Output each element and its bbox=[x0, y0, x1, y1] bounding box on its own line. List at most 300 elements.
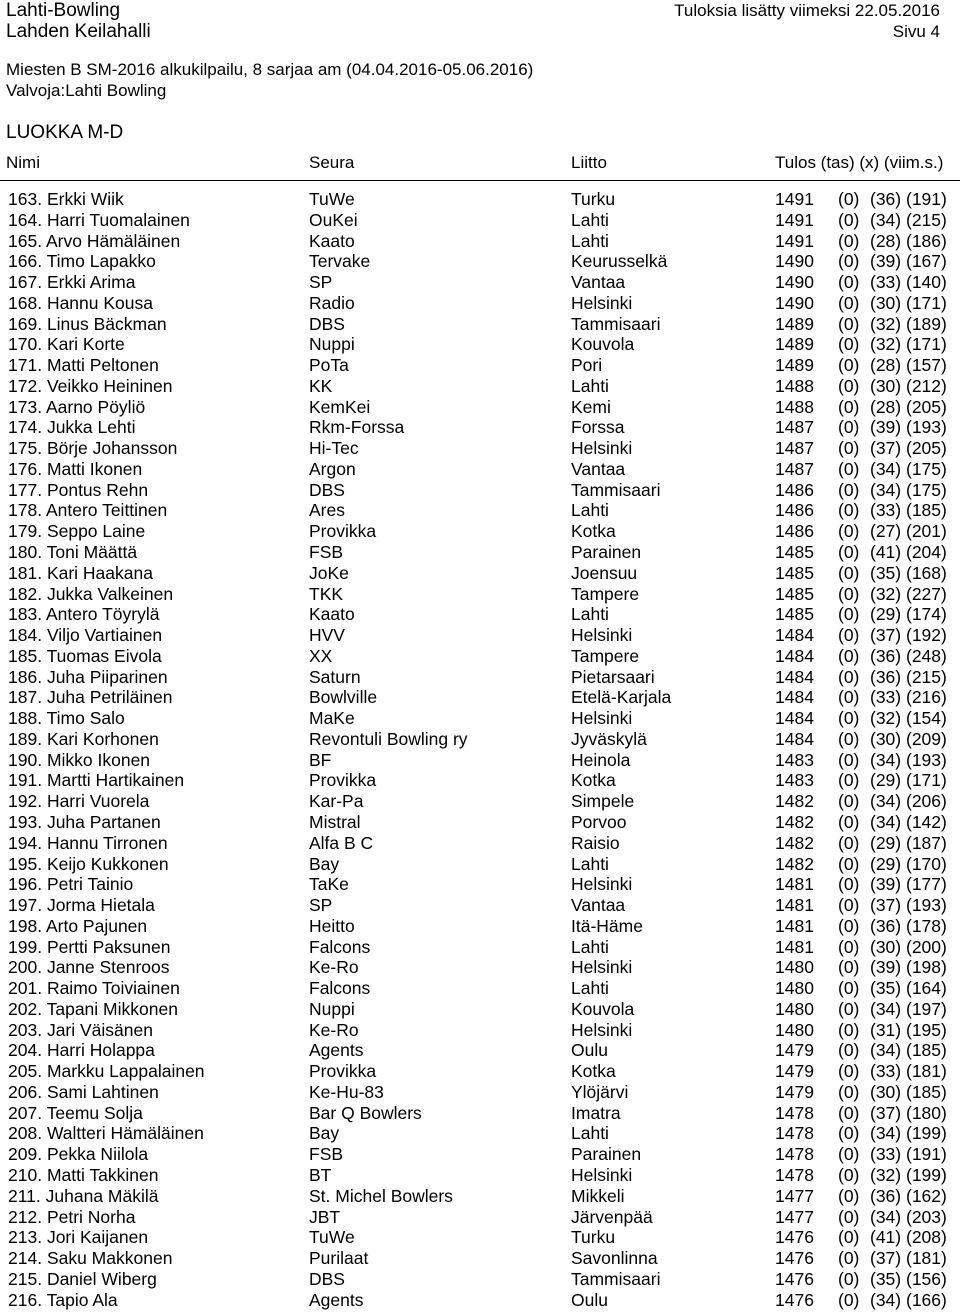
cell-player-name: Timo Salo bbox=[46, 708, 125, 729]
cell-name bbox=[8, 978, 180, 999]
cell-name bbox=[8, 1040, 155, 1061]
cell-club: Provikka bbox=[309, 770, 377, 791]
cell-fed: Kouvola bbox=[571, 334, 635, 355]
cell-rank: 169. bbox=[8, 313, 43, 334]
table-row bbox=[0, 999, 960, 1020]
cell-best: (204) bbox=[906, 542, 947, 563]
cell-rank: 191. bbox=[8, 770, 43, 791]
cell-score: 1485 bbox=[775, 583, 814, 604]
cell-fed: Porvoo bbox=[571, 811, 627, 832]
cell-tas: (0) bbox=[838, 209, 860, 230]
cell-name bbox=[8, 584, 173, 605]
org-name: Lahti-Bowling bbox=[6, 0, 121, 21]
cell-tas: (0) bbox=[838, 251, 860, 272]
cell-name bbox=[8, 417, 135, 438]
cell-rank: 177. bbox=[8, 479, 43, 500]
cell-player-name: Harri Holappa bbox=[46, 1040, 155, 1061]
cell-club: Bay bbox=[309, 1123, 340, 1144]
cell-rank: 216. bbox=[8, 1289, 43, 1310]
cell-player-name: Pertti Paksunen bbox=[46, 936, 171, 957]
cell-x: (35) bbox=[870, 978, 902, 999]
cell-score: 1479 bbox=[775, 1040, 814, 1061]
cell-player-name: Linus Bäckman bbox=[46, 313, 167, 334]
cell-name bbox=[8, 1123, 204, 1144]
cell-rank: 199. bbox=[8, 936, 43, 957]
cell-name bbox=[8, 1061, 205, 1082]
table-row bbox=[0, 376, 960, 397]
cell-player-name: Börje Johansson bbox=[46, 438, 178, 459]
table-row bbox=[0, 563, 960, 584]
table-row bbox=[0, 687, 960, 708]
cell-player-name: Harri Vuorela bbox=[46, 791, 150, 812]
cell-tas: (0) bbox=[838, 687, 860, 708]
cell-club: Ke-Ro bbox=[309, 957, 359, 978]
cell-best: (164) bbox=[906, 978, 947, 999]
cell-name bbox=[8, 1186, 159, 1207]
cell-best: (201) bbox=[906, 521, 947, 542]
cell-club: Revontuli Bowling ry bbox=[309, 728, 468, 749]
cell-best: (157) bbox=[906, 355, 947, 376]
cell-rank: 194. bbox=[8, 832, 43, 853]
cell-player-name: Antero Teittinen bbox=[45, 500, 168, 521]
cell-name bbox=[8, 459, 142, 480]
cell-name bbox=[8, 646, 162, 667]
cell-tas: (0) bbox=[838, 292, 860, 313]
cell-fed: Itä-Häme bbox=[571, 915, 643, 936]
cell-name bbox=[8, 604, 159, 625]
cell-score: 1482 bbox=[775, 832, 814, 853]
cell-tas: (0) bbox=[838, 396, 860, 417]
cell-best: (192) bbox=[906, 625, 947, 646]
table-row bbox=[0, 251, 960, 272]
cell-score: 1487 bbox=[775, 458, 814, 479]
cell-score: 1480 bbox=[775, 1019, 814, 1040]
cell-player-name: Arvo Hämäläinen bbox=[45, 230, 181, 251]
cell-name bbox=[8, 833, 168, 854]
cell-rank: 215. bbox=[8, 1268, 43, 1289]
cell-rank: 168. bbox=[8, 292, 43, 313]
cell-best: (187) bbox=[906, 832, 947, 853]
cell-score: 1482 bbox=[775, 791, 814, 812]
col-header-name: Nimi bbox=[6, 153, 40, 172]
cell-score: 1478 bbox=[775, 1144, 814, 1165]
cell-best: (175) bbox=[906, 479, 947, 500]
cell-x: (32) bbox=[870, 334, 902, 355]
cell-rank: 185. bbox=[8, 645, 43, 666]
table-row bbox=[0, 334, 960, 355]
cell-score: 1480 bbox=[775, 998, 814, 1019]
cell-x: (34) bbox=[870, 1123, 902, 1144]
table-row bbox=[0, 874, 960, 895]
col-header-club: Seura bbox=[309, 153, 355, 172]
cell-x: (41) bbox=[870, 1227, 902, 1248]
cell-name bbox=[8, 542, 137, 563]
cell-fed: Vantaa bbox=[571, 895, 626, 916]
cell-tas: (0) bbox=[838, 957, 860, 978]
event-title: Miesten B SM-2016 alkukilpailu, 8 sarjaa am (04.04.2016-05.06.2016) bbox=[6, 60, 534, 79]
cell-x: (30) bbox=[870, 728, 902, 749]
cell-rank: 204. bbox=[8, 1040, 43, 1061]
cell-best: (186) bbox=[906, 230, 947, 251]
cell-x: (36) bbox=[870, 666, 902, 687]
table-row bbox=[0, 604, 960, 625]
cell-tas: (0) bbox=[838, 728, 860, 749]
cell-x: (28) bbox=[870, 230, 902, 251]
cell-fed: Helsinki bbox=[571, 438, 633, 459]
cell-club: FSB bbox=[309, 542, 344, 563]
cell-name bbox=[8, 521, 145, 542]
cell-x: (33) bbox=[870, 1144, 902, 1165]
cell-score: 1489 bbox=[775, 334, 814, 355]
cell-tas: (0) bbox=[838, 749, 860, 770]
cell-name bbox=[8, 791, 149, 812]
cell-x: (37) bbox=[870, 438, 902, 459]
cell-rank: 186. bbox=[8, 666, 43, 687]
cell-player-name: Matti Ikonen bbox=[46, 458, 143, 479]
cell-player-name: Aarno Pöyliö bbox=[45, 396, 146, 417]
cell-player-name: Viljo Vartiainen bbox=[46, 625, 163, 646]
cell-tas: (0) bbox=[838, 1185, 860, 1206]
cell-name bbox=[8, 937, 170, 958]
cell-best: (191) bbox=[906, 189, 947, 209]
cell-score: 1481 bbox=[775, 915, 814, 936]
table-row bbox=[0, 1227, 960, 1248]
cell-player-name: Arto Pajunen bbox=[45, 915, 148, 936]
cell-best: (198) bbox=[906, 957, 947, 978]
cell-fed: Raisio bbox=[571, 832, 620, 853]
cell-club: Agents bbox=[309, 1040, 364, 1061]
cell-tas: (0) bbox=[838, 1144, 860, 1165]
cell-name bbox=[8, 708, 125, 729]
cell-club: Agents bbox=[309, 1289, 364, 1310]
cell-club: Mistral bbox=[309, 811, 361, 832]
cell-best: (199) bbox=[906, 1123, 947, 1144]
cell-tas: (0) bbox=[838, 1081, 860, 1102]
cell-club: Falcons bbox=[309, 978, 371, 999]
cell-rank: 202. bbox=[8, 998, 43, 1019]
table-row bbox=[0, 729, 960, 750]
cell-best: (185) bbox=[906, 1081, 947, 1102]
cell-club: TuWe bbox=[309, 1227, 355, 1248]
cell-name bbox=[8, 812, 161, 833]
cell-best: (181) bbox=[906, 1248, 947, 1269]
table-row bbox=[0, 293, 960, 314]
cell-x: (30) bbox=[870, 936, 902, 957]
cell-fed: Lahti bbox=[571, 853, 609, 874]
cell-club: TKK bbox=[309, 583, 344, 604]
cell-score: 1479 bbox=[775, 1061, 814, 1082]
cell-player-name: Hannu Kousa bbox=[46, 292, 153, 313]
cell-rank: 184. bbox=[8, 625, 43, 646]
cell-best: (209) bbox=[906, 728, 947, 749]
cell-rank: 200. bbox=[8, 957, 43, 978]
cell-best: (248) bbox=[906, 645, 947, 666]
table-row bbox=[0, 1123, 960, 1144]
cell-best: (193) bbox=[906, 749, 947, 770]
cell-rank: 203. bbox=[8, 1019, 43, 1040]
cell-player-name: Markku Lappalainen bbox=[46, 1061, 205, 1082]
cell-player-name: Saku Makkonen bbox=[46, 1248, 173, 1269]
cell-score: 1491 bbox=[775, 209, 814, 230]
cell-name bbox=[8, 376, 172, 397]
cell-tas: (0) bbox=[838, 458, 860, 479]
table-row bbox=[0, 355, 960, 376]
cell-player-name: Jori Kaijanen bbox=[46, 1227, 149, 1248]
cell-player-name: Harri Tuomalainen bbox=[46, 209, 190, 230]
cell-tas: (0) bbox=[838, 334, 860, 355]
cell-fed: Helsinki bbox=[571, 292, 633, 313]
table-row bbox=[0, 1020, 960, 1041]
col-header-result: Tulos (tas) (x) (viim.s.) bbox=[775, 153, 944, 172]
cell-best: (189) bbox=[906, 313, 947, 334]
cell-club: Ke-Hu-83 bbox=[309, 1081, 384, 1102]
cell-rank: 207. bbox=[8, 1102, 43, 1123]
cell-rank: 176. bbox=[8, 458, 43, 479]
cell-tas: (0) bbox=[838, 832, 860, 853]
cell-club: Provikka bbox=[309, 521, 377, 542]
cell-name bbox=[8, 1290, 118, 1311]
cell-tas: (0) bbox=[838, 1040, 860, 1061]
cell-best: (212) bbox=[906, 375, 947, 396]
cell-tas: (0) bbox=[838, 189, 860, 209]
cell-best: (180) bbox=[906, 1102, 947, 1123]
cell-score: 1478 bbox=[775, 1102, 814, 1123]
cell-tas: (0) bbox=[838, 272, 860, 293]
cell-x: (30) bbox=[870, 375, 902, 396]
hall-name: Lahden Keilahalli bbox=[6, 21, 151, 42]
cell-tas: (0) bbox=[838, 915, 860, 936]
results-table bbox=[0, 189, 960, 1310]
cell-club: DBS bbox=[309, 479, 345, 500]
header-divider bbox=[0, 180, 960, 181]
cell-club: Bar Q Bowlers bbox=[309, 1102, 422, 1123]
cell-fed: Savonlinna bbox=[571, 1248, 658, 1269]
cell-best: (193) bbox=[906, 417, 947, 438]
cell-fed: Kotka bbox=[571, 521, 616, 542]
cell-rank: 165. bbox=[8, 230, 43, 251]
cell-rank: 174. bbox=[8, 417, 43, 438]
cell-tas: (0) bbox=[838, 1061, 860, 1082]
table-row bbox=[0, 937, 960, 958]
cell-x: (34) bbox=[870, 749, 902, 770]
cell-club: BT bbox=[309, 1164, 332, 1185]
table-row bbox=[0, 770, 960, 791]
cell-name bbox=[8, 1020, 153, 1041]
table-row bbox=[0, 1061, 960, 1082]
cell-best: (162) bbox=[906, 1185, 947, 1206]
cell-rank: 213. bbox=[8, 1227, 43, 1248]
table-row bbox=[0, 459, 960, 480]
cell-rank: 201. bbox=[8, 978, 43, 999]
cell-best: (174) bbox=[906, 604, 947, 625]
cell-x: (30) bbox=[870, 1081, 902, 1102]
table-row bbox=[0, 854, 960, 875]
cell-x: (33) bbox=[870, 272, 902, 293]
table-row bbox=[0, 480, 960, 501]
cell-tas: (0) bbox=[838, 230, 860, 251]
cell-fed: Turku bbox=[571, 1227, 616, 1248]
cell-tas: (0) bbox=[838, 874, 860, 895]
cell-fed: Tammisaari bbox=[571, 313, 661, 334]
cell-player-name: Juha Petriläinen bbox=[46, 687, 173, 708]
cell-fed: Turku bbox=[571, 189, 616, 209]
cell-rank: 210. bbox=[8, 1164, 43, 1185]
cell-fed: Tammisaari bbox=[571, 1268, 661, 1289]
cell-fed: Pori bbox=[571, 355, 603, 376]
cell-best: (171) bbox=[906, 292, 947, 313]
table-row bbox=[0, 1248, 960, 1269]
cell-score: 1489 bbox=[775, 313, 814, 334]
cell-best: (185) bbox=[906, 1040, 947, 1061]
cell-player-name: Erkki Wiik bbox=[46, 189, 124, 209]
cell-score: 1490 bbox=[775, 272, 814, 293]
cell-name bbox=[8, 210, 190, 231]
cell-player-name: Matti Takkinen bbox=[46, 1164, 159, 1185]
cell-rank: 197. bbox=[8, 895, 43, 916]
cell-best: (191) bbox=[906, 1144, 947, 1165]
cell-best: (203) bbox=[906, 1206, 947, 1227]
cell-fed: Kouvola bbox=[571, 998, 635, 1019]
cell-rank: 166. bbox=[8, 251, 43, 272]
cell-x: (31) bbox=[870, 1019, 902, 1040]
cell-tas: (0) bbox=[838, 978, 860, 999]
cell-score: 1485 bbox=[775, 604, 814, 625]
cell-club: DBS bbox=[309, 1268, 345, 1289]
table-row bbox=[0, 916, 960, 937]
cell-club: Nuppi bbox=[309, 334, 355, 355]
cell-fed: Oulu bbox=[571, 1289, 608, 1310]
cell-tas: (0) bbox=[838, 936, 860, 957]
cell-x: (36) bbox=[870, 915, 902, 936]
cell-name bbox=[8, 251, 156, 272]
cell-rank: 205. bbox=[8, 1061, 43, 1082]
cell-fed: Helsinki bbox=[571, 874, 633, 895]
cell-x: (28) bbox=[870, 396, 902, 417]
cell-score: 1476 bbox=[775, 1248, 814, 1269]
cell-score: 1480 bbox=[775, 957, 814, 978]
col-header-federation: Liitto bbox=[571, 153, 607, 172]
cell-fed: Helsinki bbox=[571, 1019, 633, 1040]
cell-player-name: Martti Hartikainen bbox=[46, 770, 185, 791]
cell-club: Ke-Ro bbox=[309, 1019, 359, 1040]
cell-best: (175) bbox=[906, 458, 947, 479]
cell-best: (215) bbox=[906, 666, 947, 687]
table-row bbox=[0, 397, 960, 418]
cell-score: 1480 bbox=[775, 978, 814, 999]
cell-x: (27) bbox=[870, 521, 902, 542]
cell-score: 1487 bbox=[775, 438, 814, 459]
cell-name bbox=[8, 770, 184, 791]
cell-best: (178) bbox=[906, 915, 947, 936]
cell-best: (205) bbox=[906, 396, 947, 417]
cell-tas: (0) bbox=[838, 770, 860, 791]
cell-name bbox=[8, 1165, 158, 1186]
cell-club: Rkm-Forssa bbox=[309, 417, 405, 438]
cell-score: 1476 bbox=[775, 1227, 814, 1248]
cell-x: (37) bbox=[870, 1248, 902, 1269]
cell-club: KemKei bbox=[309, 396, 371, 417]
cell-player-name: Tapio Ala bbox=[46, 1289, 118, 1310]
cell-x: (28) bbox=[870, 355, 902, 376]
cell-best: (208) bbox=[906, 1227, 947, 1248]
cell-fed: Mikkeli bbox=[571, 1185, 625, 1206]
cell-club: DBS bbox=[309, 313, 345, 334]
table-row bbox=[0, 1144, 960, 1165]
cell-x: (34) bbox=[870, 458, 902, 479]
cell-fed: Lahti bbox=[571, 375, 609, 396]
cell-rank: 196. bbox=[8, 874, 43, 895]
cell-player-name: Seppo Laine bbox=[46, 521, 146, 542]
table-row bbox=[0, 667, 960, 688]
cell-tas: (0) bbox=[838, 313, 860, 334]
cell-fed: Ylöjärvi bbox=[571, 1081, 629, 1102]
cell-x: (33) bbox=[870, 687, 902, 708]
cell-best: (181) bbox=[906, 1061, 947, 1082]
cell-name bbox=[8, 500, 167, 521]
table-row bbox=[0, 812, 960, 833]
cell-fed: Etelä-Karjala bbox=[571, 687, 672, 708]
cell-best: (216) bbox=[906, 687, 947, 708]
cell-rank: 187. bbox=[8, 687, 43, 708]
cell-name bbox=[8, 189, 124, 210]
cell-best: (166) bbox=[906, 1289, 947, 1310]
cell-name bbox=[8, 750, 150, 771]
cell-fed: Järvenpää bbox=[571, 1206, 653, 1227]
cell-x: (32) bbox=[870, 708, 902, 729]
cell-player-name: Waltteri Hämäläinen bbox=[46, 1123, 204, 1144]
cell-fed: Kemi bbox=[571, 396, 611, 417]
cell-tas: (0) bbox=[838, 1248, 860, 1269]
cell-tas: (0) bbox=[838, 1289, 860, 1310]
cell-rank: 190. bbox=[8, 749, 43, 770]
last-updated: Tuloksia lisätty viimeksi 22.05.2016 bbox=[674, 1, 940, 20]
cell-club: Alfa B C bbox=[309, 832, 374, 853]
cell-club: BF bbox=[309, 749, 332, 770]
cell-score: 1483 bbox=[775, 770, 814, 791]
cell-fed: Jyväskylä bbox=[571, 728, 647, 749]
cell-x: (33) bbox=[870, 1061, 902, 1082]
cell-club: TaKe bbox=[309, 874, 349, 895]
cell-score: 1485 bbox=[775, 562, 814, 583]
cell-score: 1478 bbox=[775, 1123, 814, 1144]
cell-tas: (0) bbox=[838, 811, 860, 832]
cell-tas: (0) bbox=[838, 562, 860, 583]
cell-club: Ares bbox=[309, 500, 345, 521]
cell-name bbox=[8, 667, 168, 688]
cell-fed: Parainen bbox=[571, 1144, 642, 1165]
cell-name bbox=[8, 874, 133, 895]
cell-rank: 193. bbox=[8, 811, 43, 832]
cell-club: Kar-Pa bbox=[309, 791, 364, 812]
cell-score: 1487 bbox=[775, 417, 814, 438]
table-row bbox=[0, 1165, 960, 1186]
cell-x: (33) bbox=[870, 500, 902, 521]
cell-x: (39) bbox=[870, 957, 902, 978]
cell-name bbox=[8, 438, 177, 459]
cell-score: 1484 bbox=[775, 687, 814, 708]
table-row bbox=[0, 1269, 960, 1290]
cell-tas: (0) bbox=[838, 666, 860, 687]
cell-tas: (0) bbox=[838, 853, 860, 874]
cell-rank: 206. bbox=[8, 1081, 43, 1102]
cell-score: 1484 bbox=[775, 645, 814, 666]
cell-best: (168) bbox=[906, 562, 947, 583]
cell-fed: Imatra bbox=[571, 1102, 621, 1123]
cell-fed: Oulu bbox=[571, 1040, 608, 1061]
cell-fed: Helsinki bbox=[571, 625, 633, 646]
cell-x: (32) bbox=[870, 313, 902, 334]
cell-rank: 211. bbox=[8, 1185, 41, 1206]
